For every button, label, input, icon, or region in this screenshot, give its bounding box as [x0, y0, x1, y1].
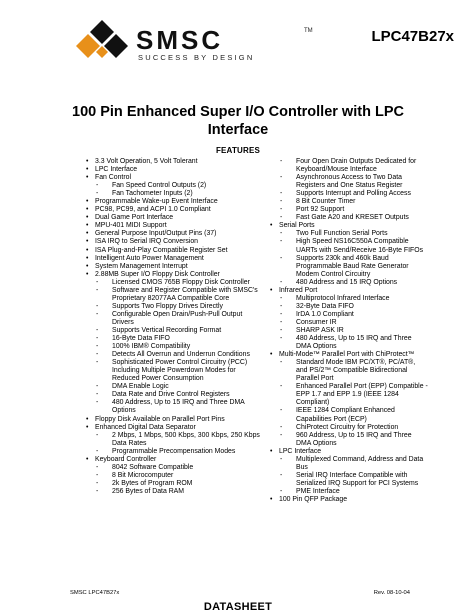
- feature-item: [86, 238, 264, 246]
- feature-sub-item: [86, 327, 264, 335]
- feature-group: [86, 247, 264, 255]
- bullet-icon: •: [86, 238, 89, 246]
- dash-marker: -: [96, 447, 99, 455]
- feature-sub-text: Standard Mode IBM PC/XT®, PC/AT®, and PS/2™ Compatible Bidirectional Parallel Port: [296, 359, 416, 383]
- dash-marker: -: [96, 190, 99, 198]
- feature-text: Keyboard Controller: [95, 455, 157, 463]
- footer-revision: Rev. 08-10-04: [373, 590, 410, 596]
- feature-sub-item: [270, 230, 428, 238]
- bullet-icon: •: [86, 230, 89, 238]
- feature-sub-item: [270, 432, 428, 448]
- feature-sub-item: [270, 319, 428, 327]
- dash-marker: -: [280, 335, 283, 343]
- feature-sub-item: [86, 311, 264, 327]
- bullet-icon: •: [86, 270, 89, 278]
- dash-marker: -: [96, 399, 99, 407]
- dash-marker: -: [280, 278, 283, 286]
- feature-item: [270, 222, 428, 230]
- feature-item: [86, 214, 264, 222]
- feature-item: [86, 247, 264, 255]
- feature-text: ISA IRQ to Serial IRQ Conversion: [95, 238, 199, 246]
- feature-group: [86, 158, 264, 166]
- feature-sub-item: [86, 432, 264, 448]
- logo-tagline: SUCCESS BY DESIGN: [138, 53, 255, 62]
- feature-sub-text: IrDA 1.0 Compliant: [296, 310, 354, 318]
- feature-sub-item: [270, 158, 428, 174]
- feature-sub-item: [270, 214, 428, 222]
- feature-sub-text: Configurable Open Drain/Push-Pull Output Drivers: [112, 310, 243, 326]
- feature-item: [86, 198, 264, 206]
- feature-group: [86, 166, 264, 174]
- feature-sub-text: Supports Interrupt and Polling Access: [296, 190, 411, 198]
- feature-sub-text: 8042 Software Compatible: [112, 463, 194, 471]
- feature-sub-item: [270, 472, 428, 488]
- bullet-icon: •: [86, 455, 89, 463]
- features-heading: FEATURES: [215, 146, 261, 155]
- feature-text: System Management Interrupt: [95, 262, 188, 270]
- feature-text: ISA Plug-and-Play Compatible Register Set: [95, 246, 228, 254]
- feature-item: [270, 351, 428, 359]
- bullet-icon: •: [86, 415, 89, 423]
- feature-sub-item: [270, 327, 428, 335]
- feature-sub-item: [86, 190, 264, 198]
- feature-group: [86, 424, 264, 456]
- bullet-icon: •: [86, 206, 89, 214]
- feature-sub-text: Fan Tachometer Inputs (2): [112, 190, 193, 198]
- feature-sub-text: Fast Gate A20 and KRESET Outputs: [296, 214, 409, 222]
- feature-sub-item: [86, 448, 264, 456]
- feature-sub-item: [270, 456, 428, 472]
- feature-sub-text: 8 Bit Counter Timer: [296, 198, 356, 206]
- feature-item: [86, 456, 264, 464]
- feature-sub-text: 8 Bit Microcomputer: [112, 471, 174, 479]
- feature-group: [86, 416, 264, 424]
- dash-marker: -: [280, 214, 283, 222]
- feature-sub-text: Fan Speed Control Outputs (2): [112, 182, 207, 190]
- feature-sub-text: Four Open Drain Outputs Dedicated for Keyboard/Mouse Interface: [296, 158, 417, 174]
- feature-group: [86, 263, 264, 271]
- feature-group: [86, 214, 264, 222]
- features-column-right: [270, 158, 428, 504]
- dash-marker: -: [280, 431, 283, 439]
- feature-sub-item: [270, 335, 428, 351]
- bullet-icon: •: [86, 423, 89, 431]
- feature-sub-item: [270, 190, 428, 198]
- feature-text: 3.3 Volt Operation, 5 Volt Tolerant: [95, 158, 198, 165]
- feature-sub-item: [86, 279, 264, 287]
- dash-marker: -: [280, 310, 283, 318]
- feature-text: Dual Game Port Interface: [95, 214, 174, 222]
- dash-marker: -: [280, 383, 283, 391]
- dash-marker: -: [96, 343, 99, 351]
- feature-item: [86, 416, 264, 424]
- feature-sub-item: [270, 198, 428, 206]
- bullet-icon: •: [86, 222, 89, 230]
- feature-item: [86, 255, 264, 263]
- bullet-icon: •: [86, 246, 89, 254]
- feature-sub-text: 32-Byte Data FIFO: [296, 302, 354, 310]
- feature-text: General Purpose Input/Output Pins (37): [95, 230, 217, 238]
- dash-marker: -: [96, 479, 99, 487]
- dash-marker: -: [280, 471, 283, 479]
- dash-marker: -: [280, 423, 283, 431]
- feature-sub-item: [270, 303, 428, 311]
- feature-text: Fan Control: [95, 174, 132, 182]
- logo-wordmark: SMSC: [136, 25, 224, 55]
- feature-sub-text: Port 92 Support: [296, 206, 345, 214]
- logo-trademark: TM: [304, 28, 313, 34]
- bullet-icon: •: [270, 222, 273, 230]
- feature-sub-text: Supports 230k and 460k Baud Programmable Baud Rate Generator Modem Control Circuitry: [296, 254, 409, 278]
- dash-marker: -: [96, 326, 99, 334]
- dash-marker: -: [280, 407, 283, 415]
- feature-group: [86, 255, 264, 263]
- feature-sub-item: [86, 488, 264, 496]
- dash-marker: -: [280, 294, 283, 302]
- dash-marker: -: [96, 278, 99, 286]
- feature-sub-item: [86, 399, 264, 415]
- bullet-icon: •: [86, 158, 89, 165]
- feature-sub-item: [86, 480, 264, 488]
- dash-marker: -: [280, 254, 283, 262]
- feature-sub-item: [86, 391, 264, 399]
- feature-group: [86, 456, 264, 496]
- feature-group: [86, 230, 264, 238]
- feature-sub-item: [86, 343, 264, 351]
- bullet-icon: •: [270, 351, 273, 359]
- bullet-icon: •: [270, 447, 273, 455]
- dash-marker: -: [280, 238, 283, 246]
- feature-text: Enhanced Digital Data Separator: [95, 423, 196, 431]
- bullet-icon: •: [86, 198, 89, 206]
- feature-sub-item: [270, 255, 428, 279]
- feature-text: Programmable Wake-up Event Interface: [95, 198, 218, 206]
- footer-doc-name: SMSC LPC47B27x: [70, 590, 120, 596]
- feature-item: [86, 222, 264, 230]
- feature-sub-item: [270, 206, 428, 214]
- feature-group: [270, 287, 428, 351]
- feature-sub-item: [86, 472, 264, 480]
- feature-sub-text: Two Full Function Serial Ports: [296, 230, 388, 238]
- feature-sub-text: 2 Mbps, 1 Mbps, 500 Kbps, 300 Kbps, 250 Kbps Data Rates: [112, 431, 260, 447]
- feature-sub-item: [86, 383, 264, 391]
- feature-sub-item: [86, 335, 264, 343]
- dash-marker: -: [280, 318, 283, 326]
- bullet-icon: •: [86, 214, 89, 222]
- dash-marker: -: [280, 487, 283, 495]
- feature-sub-text: DMA Enable Logic: [112, 383, 169, 391]
- feature-group: [270, 222, 428, 286]
- feature-sub-text: High Speed NS16C550A Compatible UARTs with Send/Receive 16-Byte FIFOs: [296, 238, 424, 254]
- feature-sub-text: Supports Vertical Recording Format: [112, 326, 222, 334]
- feature-sub-text: Multiplexed Command, Address and Data Bus: [296, 455, 424, 471]
- feature-sub-item: [270, 488, 428, 496]
- feature-item: [86, 424, 264, 432]
- dash-marker: -: [280, 359, 283, 367]
- dash-marker: -: [96, 351, 99, 359]
- feature-sub-text: Licensed CMOS 765B Floppy Disk Controller: [112, 278, 250, 286]
- feature-sub-item: [270, 238, 428, 254]
- dash-marker: -: [96, 463, 99, 471]
- feature-sub-item: [270, 424, 428, 432]
- feature-text: LPC Interface: [95, 166, 138, 174]
- feature-sub-item: [270, 359, 428, 383]
- feature-group: [86, 238, 264, 246]
- feature-item: [86, 263, 264, 271]
- dash-marker: -: [280, 174, 283, 182]
- feature-sub-text: PME Interface: [296, 487, 340, 495]
- feature-sub-item: [86, 351, 264, 359]
- feature-text: Multi-Mode™ Parallel Port with ChiProtect™: [279, 351, 415, 359]
- feature-sub-item: [86, 464, 264, 472]
- feature-sub-text: SHARP ASK IR: [296, 326, 344, 334]
- feature-group: [270, 448, 428, 496]
- dash-marker: -: [96, 335, 99, 343]
- feature-sub-text: 960 Address, Up to 15 IRQ and Three DMA Options: [296, 431, 412, 447]
- feature-sub-text: Detects All Overrun and Underrun Conditions: [112, 351, 250, 359]
- feature-group: [270, 496, 428, 504]
- feature-group: [86, 222, 264, 230]
- feature-sub-item: [86, 182, 264, 190]
- feature-text: LPC Interface: [279, 447, 322, 455]
- feature-item: [86, 206, 264, 214]
- feature-sub-item: [86, 359, 264, 383]
- dash-marker: -: [96, 431, 99, 439]
- dash-marker: -: [280, 302, 283, 310]
- dash-marker: -: [96, 182, 99, 190]
- bullet-icon: •: [86, 166, 89, 174]
- feature-group: [86, 206, 264, 214]
- bullet-icon: •: [86, 262, 89, 270]
- feature-item: [270, 496, 428, 504]
- dash-marker: -: [280, 230, 283, 238]
- feature-sub-text: Asynchronous Access to Two Data Registers and One Status Register: [296, 174, 403, 190]
- feature-text: PC98, PC99, and ACPI 1.0 Compliant: [95, 206, 211, 214]
- dash-marker: -: [96, 310, 99, 318]
- feature-text: Serial Ports: [279, 222, 315, 230]
- dash-marker: -: [96, 286, 99, 294]
- feature-sub-item: [86, 287, 264, 303]
- feature-text: 100 Pin QFP Package: [279, 495, 348, 503]
- feature-sub-text: Serial IRQ Interface Compatible with Serialized IRQ Support for PCI Systems: [296, 471, 419, 487]
- feature-sub-item: [270, 279, 428, 287]
- feature-text: MPU-401 MIDI Support: [95, 222, 167, 230]
- bullet-icon: •: [270, 495, 273, 503]
- feature-sub-text: IEEE 1284 Compliant Enhanced Capabilities Port (ECP): [296, 407, 395, 423]
- dash-marker: -: [96, 487, 99, 495]
- feature-sub-item: [270, 174, 428, 190]
- feature-sub-text: ChiProtect Circuitry for Protection: [296, 423, 399, 431]
- dash-marker: -: [96, 302, 99, 310]
- feature-item: [270, 448, 428, 456]
- dash-marker: -: [280, 455, 283, 463]
- features-column-left: [86, 158, 264, 496]
- feature-text: 2.88MB Super I/O Floppy Disk Controller: [95, 270, 220, 278]
- feature-sub-text: Programmable Precompensation Modes: [112, 447, 236, 455]
- feature-group: [86, 198, 264, 206]
- feature-sub-text: 2k Bytes of Program ROM: [112, 479, 193, 487]
- part-number: LPC47B27x: [371, 28, 454, 45]
- feature-sub-item: [270, 295, 428, 303]
- dash-marker: -: [96, 471, 99, 479]
- feature-sub-text: Consumer IR: [296, 318, 337, 326]
- dash-marker: -: [280, 326, 283, 334]
- feature-sub-text: Multiprotocol Infrared Interface: [296, 294, 390, 302]
- feature-group: [86, 174, 264, 198]
- feature-sub-text: Data Rate and Drive Control Registers: [112, 391, 230, 399]
- feature-text: Intelligent Auto Power Management: [95, 254, 204, 262]
- feature-item: [270, 287, 428, 295]
- feature-sub-text: 480 Address and 15 IRQ Options: [296, 278, 398, 286]
- feature-item: [86, 158, 264, 166]
- bullet-icon: •: [86, 254, 89, 262]
- smsc-logo: [72, 25, 313, 70]
- feature-sub-text: 100% IBM® Compatibility: [112, 343, 191, 351]
- feature-sub-text: 256 Bytes of Data RAM: [112, 487, 185, 495]
- feature-sub-text: 480 Address, Up to 15 IRQ and Three DMA Options: [296, 335, 412, 351]
- page-title: 100 Pin Enhanced Super I/O Controller with LPC Interface: [72, 104, 404, 138]
- feature-text: Floppy Disk Available on Parallel Port Pins: [95, 415, 225, 423]
- feature-sub-text: 480 Address, Up to 15 IRQ and Three DMA Options: [112, 399, 245, 415]
- page-header: [0, 0, 476, 80]
- feature-sub-item: [270, 311, 428, 319]
- feature-sub-item: [270, 407, 428, 423]
- feature-sub-item: [270, 383, 428, 407]
- feature-group: [270, 351, 428, 448]
- feature-sub-text: Sophisticated Power Control Circuitry (PCC) Including Multiple Powerdown Modes for Reduced Power Consumption: [112, 359, 248, 383]
- bullet-icon: •: [86, 174, 89, 182]
- logo-mark-icon: [72, 18, 132, 58]
- dash-marker: -: [280, 158, 283, 165]
- feature-group: [86, 271, 264, 416]
- feature-text: Infrared Port: [279, 286, 318, 294]
- feature-item: [86, 271, 264, 279]
- dash-marker: -: [280, 206, 283, 214]
- feature-item: [86, 230, 264, 238]
- dash-marker: -: [280, 190, 283, 198]
- feature-sub-text: Enhanced Parallel Port (EPP) Compatible - EPP 1.7 and EPP 1.9 (IEEE 1284 Compliant): [296, 383, 428, 407]
- dash-marker: -: [96, 359, 99, 367]
- dash-marker: -: [280, 198, 283, 206]
- feature-sub-text: 16-Byte Data FIFO: [112, 335, 170, 343]
- feature-sub-text: Software and Register Compatible with SMSC's Proprietary 82077AA Compatible Core: [112, 286, 258, 302]
- footer-datasheet-label: DATASHEET: [203, 601, 273, 613]
- feature-sub-text: Supports Two Floppy Drives Directly: [112, 302, 223, 310]
- feature-item: [86, 166, 264, 174]
- feature-item: [86, 174, 264, 182]
- dash-marker: -: [96, 391, 99, 399]
- dash-marker: -: [96, 383, 99, 391]
- feature-sub-item: [86, 303, 264, 311]
- bullet-icon: •: [270, 286, 273, 294]
